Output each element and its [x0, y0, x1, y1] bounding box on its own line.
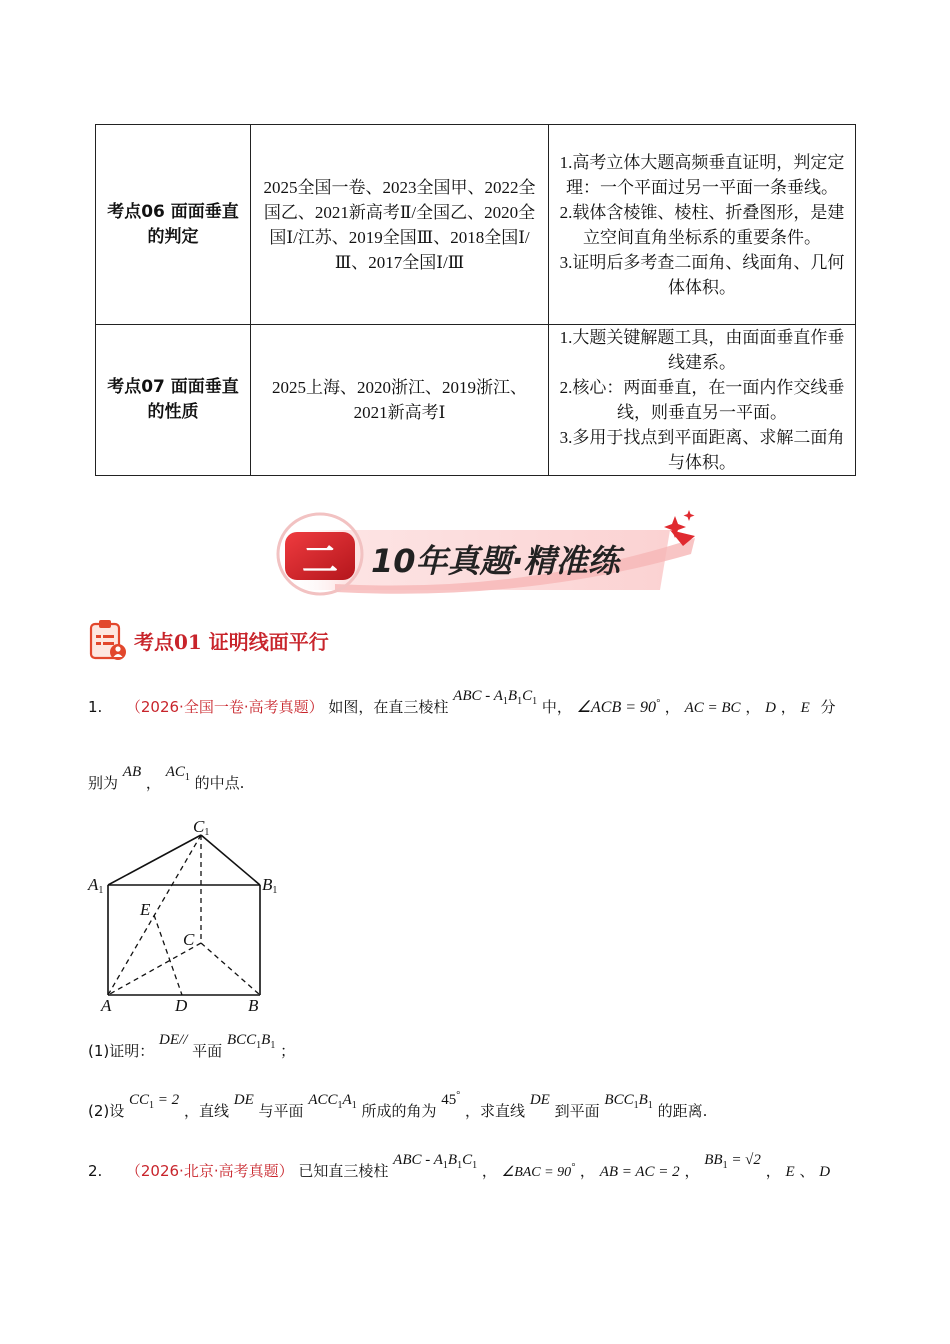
question-text: 平面: [192, 1042, 223, 1060]
punct: ，: [780, 698, 796, 716]
math-plane-bcc1b1: $BCC_1B_1$: [604, 1092, 653, 1111]
question-text: 所成的角为: [361, 1102, 437, 1120]
section-heading: [88, 617, 329, 663]
question-text: 中，: [541, 698, 572, 716]
question-text: 已知直三棱柱: [298, 1162, 389, 1180]
math-cc1: $CC_1 = 2$: [129, 1092, 180, 1111]
description-cell: [549, 125, 856, 325]
math-point-e: E: [785, 1164, 795, 1180]
math-point-e: E: [800, 700, 810, 716]
question-text: 到平面: [554, 1102, 600, 1120]
prism-figure: [82, 810, 302, 1020]
punct: ，: [664, 698, 680, 716]
description-line: 1.大题关键解题工具，由面面垂直作垂线建系。: [559, 328, 845, 372]
punct: ，: [765, 1162, 781, 1180]
section-banner: [275, 508, 705, 600]
question-text: 与平面: [258, 1102, 304, 1120]
label-b: B: [248, 996, 259, 1015]
question-source: （2026·全国一卷·高考真题）: [125, 698, 324, 716]
point-name-cell: 考点06 面面垂直的判定: [96, 125, 251, 325]
years-cell: 2025上海、2020浙江、2019浙江、2021新高考Ⅰ: [251, 325, 549, 476]
years-cell: 2025全国一卷、2023全国甲、2022全国乙、2021新高考Ⅱ/全国乙、2020全国Ⅰ/江苏、2019全国Ⅲ、2018全国Ⅰ/Ⅲ、2017全国Ⅰ/Ⅲ: [251, 125, 549, 325]
description-line: 2.载体含棱锥、棱柱、折叠图形，是建立空间直角坐标系的重要条件。: [559, 202, 845, 247]
label-c: C: [183, 930, 195, 949]
label-b1: B1: [262, 875, 278, 896]
part-label: (2)设: [88, 1102, 125, 1120]
math-de-parallel: DE//: [159, 1032, 188, 1048]
exam-point-table: [95, 124, 856, 476]
math-angle-45: 45°: [441, 1090, 461, 1108]
label-e: E: [140, 900, 151, 919]
point-name-cell: 考点07 面面垂直的性质: [96, 325, 251, 476]
label-a1: A1: [88, 875, 104, 896]
question-1-line-1: [88, 688, 836, 717]
math-prism: ABC - $A_1B_1C_1$: [393, 1152, 478, 1171]
question-text: 的中点.: [194, 774, 245, 792]
question-source: （2026·北京·高考真题）: [125, 1162, 294, 1180]
label-a: A: [101, 996, 112, 1015]
punct: ，: [684, 1162, 700, 1180]
question-text: 别为: [88, 774, 119, 792]
question-text: 的距离.: [657, 1102, 708, 1120]
math-segment-ac1: $AC_1$: [165, 764, 190, 783]
math-plane-bcc1b1: $BCC_1B_1$: [226, 1032, 276, 1051]
question-text: ，直线: [183, 1102, 229, 1120]
math-point-d: D: [819, 1164, 831, 1180]
question-text: 分: [820, 698, 836, 716]
math-angle: ∠BAC = 90°: [501, 1162, 576, 1180]
punct: ，: [745, 698, 761, 716]
math-equality: AB = AC = 2: [599, 1164, 680, 1180]
part-label: (1)证明：: [88, 1042, 155, 1060]
description-cell: [549, 325, 856, 476]
math-plane-acc1a1: $ACC_1A_1$: [308, 1092, 357, 1111]
question-text: 如图，在直三棱柱: [328, 698, 449, 716]
label-c1: C1: [193, 817, 210, 838]
question-number: 2.: [88, 1162, 103, 1180]
question-1-part-1: [88, 1032, 296, 1061]
punct: ；: [280, 1042, 296, 1060]
math-angle: ∠ACB = 90°: [576, 698, 661, 716]
math-point-d: D: [765, 700, 776, 716]
punct: ，: [481, 1162, 497, 1180]
math-segment-ab: AB: [122, 764, 142, 780]
banner-numeral: 二: [301, 540, 339, 581]
math-prism: ABC - $A_1B_1C_1$: [453, 688, 538, 707]
section-title: 考点01 证明线面平行: [134, 629, 329, 654]
banner-title: 10年真题·精准练: [371, 542, 620, 580]
description-line: 3.证明后多考查二面角、线面角、几何体体积。: [559, 252, 845, 297]
punct: ，: [579, 1162, 595, 1180]
question-2-line-1: [88, 1152, 831, 1181]
question-text: ，求直线: [465, 1102, 526, 1120]
question-number: 1.: [88, 698, 103, 716]
punct: ，: [145, 774, 161, 792]
math-equality: AC = BC: [684, 700, 741, 716]
clipboard-icon: [88, 618, 128, 662]
description-line: 3.多用于找点到平面距离、求解二面角与体积。: [559, 428, 845, 472]
math-de: DE: [233, 1092, 254, 1108]
question-1-part-2: [88, 1090, 708, 1121]
punct: 、: [799, 1162, 815, 1180]
description-line: 1.高考立体大题高频垂直证明，判定定理：一个平面过另一平面一条垂线。: [559, 152, 845, 197]
table-row: [96, 325, 856, 476]
description-line: 2.核心：两面垂直，在一面内作交线垂线，则垂直另一平面。: [559, 378, 845, 422]
math-bb1: $BB_1 = √2$: [704, 1152, 761, 1171]
question-1-line-2: [88, 764, 245, 793]
label-d: D: [175, 996, 188, 1015]
table-row: [96, 125, 856, 325]
math-de: DE: [529, 1092, 550, 1108]
